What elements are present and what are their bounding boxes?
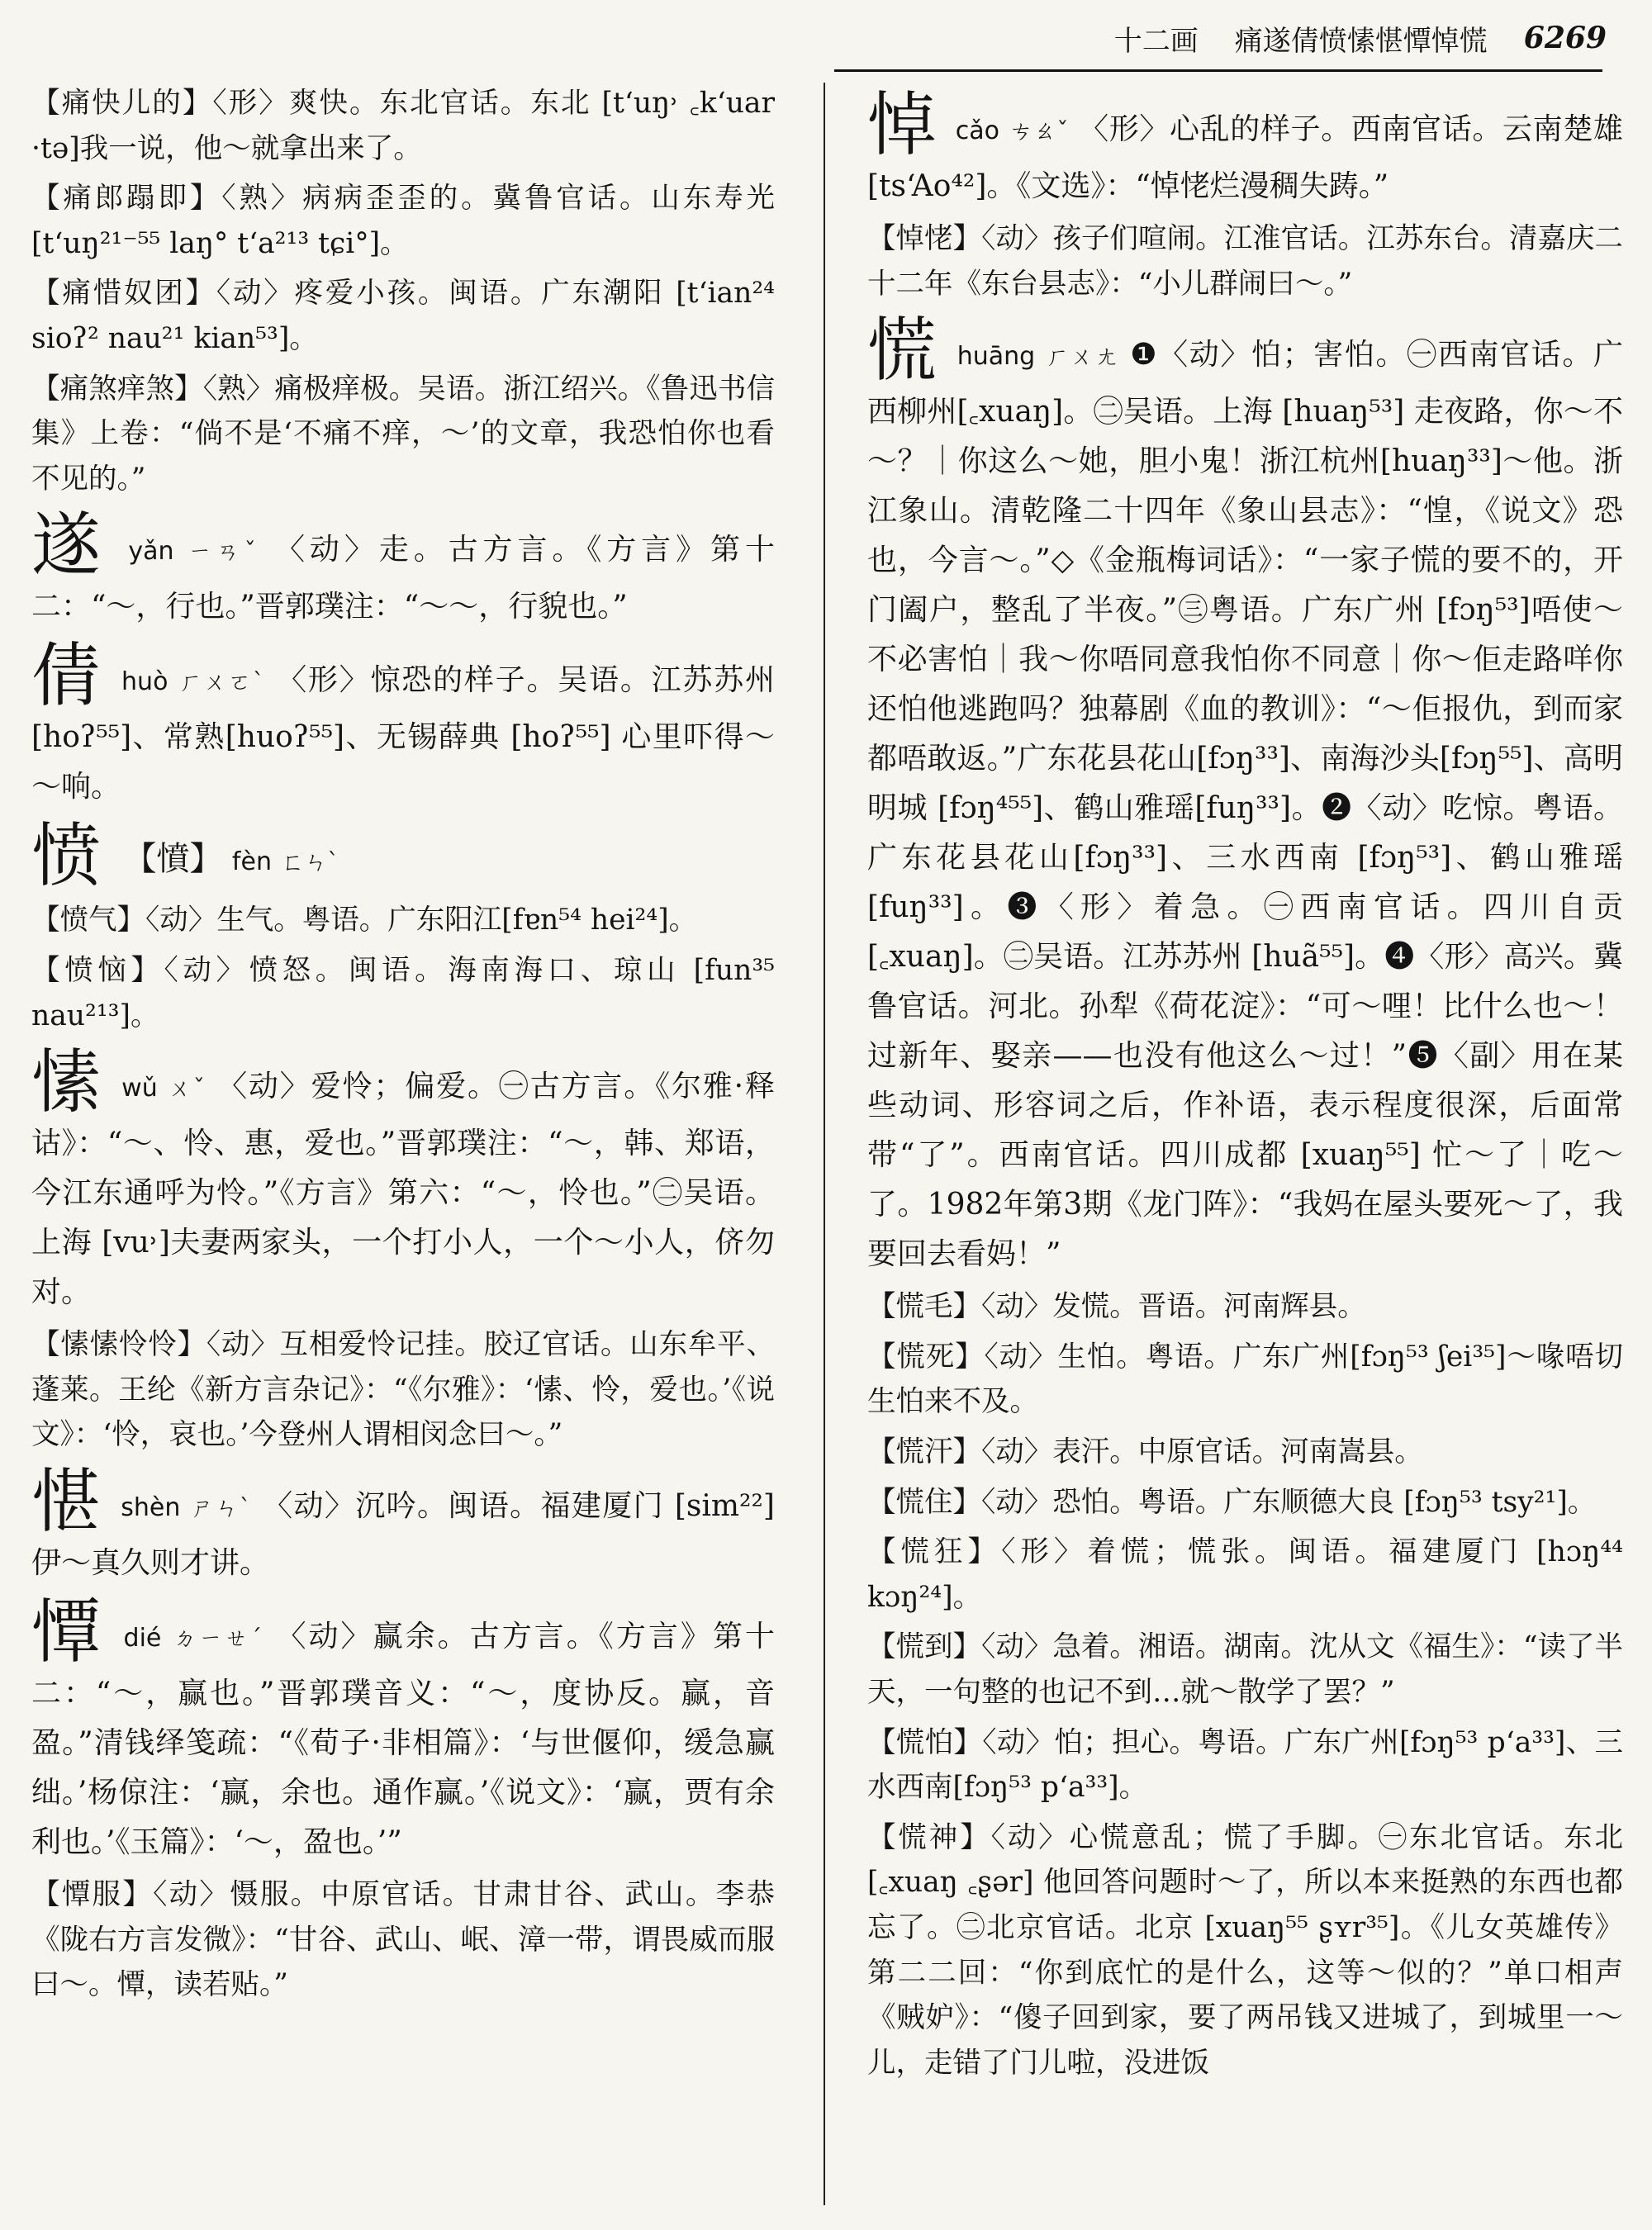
definition: 〈形〉惊恐的样子。吴语。江苏苏州 [hoʔ⁵⁵]、常熟[huoʔ⁵⁵]、无锡薛典 [hoʔ⁵⁵] 心里吓得～～响。 bbox=[31, 663, 775, 804]
entry: 【慌狂】〈形〉着慌；慌张。闽语。福建厦门 [hɔŋ⁴⁴ kɔŋ²⁴]。 bbox=[867, 1535, 1623, 1614]
bopomofo: ㄘㄠˇ bbox=[1009, 117, 1069, 145]
headword-entry bbox=[867, 310, 1623, 1279]
bopomofo: ㄕㄣˋ bbox=[191, 1493, 253, 1521]
entry: 【愫愫怜怜】〈动〉互相爱怜记挂。胶辽官话。山东牟平、蓬莱。王纶《新方言杂记》：“《尔雅》：‘愫、怜，爱也。’《说文》：‘怜，哀也。’今登州人谓相闵念曰～。” bbox=[31, 1328, 775, 1452]
entry: 【痛煞痒煞】〈熟〉痛极痒极。吴语。浙江绍兴。《鲁迅书信集》上卷：“倘不是‘不痛不痒，～’的文章，我恐怕你也看不见的。” bbox=[31, 372, 775, 496]
page-number: 6269 bbox=[1523, 21, 1607, 55]
bopomofo: ㄏㄨㄤ bbox=[1046, 343, 1120, 371]
pinyin: wǔ bbox=[121, 1074, 158, 1103]
entry: 【痛惜奴团】〈动〉疼爱小孩。闽语。广东潮阳 [tʻian²⁴ sioʔ² nau²¹ kian⁵³]。 bbox=[31, 277, 775, 355]
headword-entry bbox=[867, 84, 1623, 211]
entry: 【慌住】〈动〉恐怕。粤语。广东顺德大良 [fɔŋ⁵³ tsy²¹]。 bbox=[867, 1485, 1597, 1519]
headword-char: 慌 bbox=[867, 310, 938, 391]
headword-entry bbox=[31, 815, 775, 897]
headword-char: 憛 bbox=[31, 1591, 104, 1672]
entry: 【慌到】〈动〉急着。湘语。湖南。沈从文《福生》：“读了半天，一句整的也记不到…就～散学了罢？” bbox=[867, 1630, 1623, 1709]
entry: 【慌毛】〈动〉发慌。晋语。河南辉县。 bbox=[867, 1290, 1366, 1324]
variant-form: 【憤】 bbox=[123, 840, 223, 879]
entry: 【慌神】〈动〉心慌意乱；慌了手脚。㊀东北官话。东北 [꜀xuaŋ ꜀ʂər] 他回答问题时～了，所以本来挺熟的东西也都忘了。㊁北京官话。北京 [xuaŋ⁵⁵ ʂʏr³⁵]。《儿女英雄传》第二二回：“你到底忙的是什么，这等～似的？”单口相声《贼妒》：“傻子回到家，要了两吊钱又进城了，到城里一～儿，走错了门儿啦，没进饭 bbox=[867, 1820, 1623, 2080]
bopomofo: ㄉㄧㄝˊ bbox=[173, 1624, 264, 1652]
bopomofo: ㄨˇ bbox=[169, 1075, 206, 1103]
definition: 〈动〉走。古方言。《方言》第十二：“～，行也。”晋郭璞注：“～～，行貌也。” bbox=[31, 533, 775, 624]
pinyin: huò bbox=[121, 667, 169, 697]
headword-char: 愖 bbox=[31, 1460, 102, 1542]
entry: 【慌汗】〈动〉表汗。中原官话。河南嵩县。 bbox=[867, 1435, 1423, 1468]
entry: 【慌怕】〈动〉怕；担心。粤语。广东广州[fɔŋ⁵³ pʻa³³]、三水西南[fɔŋ⁵³ pʻa³³]。 bbox=[867, 1725, 1623, 1805]
column-divider bbox=[824, 83, 825, 2205]
bopomofo: ㄧㄢˇ bbox=[188, 538, 261, 566]
entry: 【慌死】〈动〉生怕。粤语。广东广州[fɔŋ⁵³ ʃei³⁵]～喙唔切生怕来不及。 bbox=[867, 1340, 1623, 1419]
definition: 〈形〉心乱的样子。西南官话。云南楚雄[tsʻAo⁴²]。《文选》：“悼恅烂漫稠失踌。” bbox=[867, 112, 1623, 203]
entry: 【痛快儿的】〈形〉爽快。东北官话。东北 [tʻuŋ˒ ꜀kʻuar ·tə]我一说，他～就拿出来了。 bbox=[31, 87, 775, 165]
right-column bbox=[867, 81, 1623, 2090]
headword-char: 悼 bbox=[867, 84, 938, 165]
pinyin: dié bbox=[123, 1623, 162, 1653]
pinyin: shèn bbox=[121, 1492, 181, 1522]
section-label: 十二画 bbox=[1113, 24, 1199, 58]
headword-char: 遂 bbox=[31, 505, 106, 586]
header-rule bbox=[834, 69, 1602, 72]
definition: ❶〈动〉怕；害怕。㊀西南官话。广西柳州[꜀xuaŋ]。㊁吴语。上海 [huaŋ⁵³] 走夜路，你～不～？｜你这么～她，胆小鬼！浙江杭州[huaŋ³³]～他。浙江象山。清乾隆二十四年《象山县志》：“惶，《说文》恐也，今言～。”◇《金瓶梅词话》：“一家子慌的要不的，开门阖户，整乱了半夜。”㊂粤语。广东广州 [fɔŋ⁵³]唔使～不必害怕｜我～你唔同意我怕你不同意｜你～佢走路咩你还怕他逃跑吗？独幕剧《血的教训》：“～佢报仇，到而家都唔敢返。”广东花县花山[fɔŋ³³]、南海沙头[fɔŋ⁵⁵]、高明明城 [fɔŋ⁴⁵⁵]、鹤山雅瑶[fuŋ³³]。❷〈动〉吃惊。粤语。广东花县花山[fɔŋ³³]、三水西南 [fɔŋ⁵³]、鹤山雅瑶[fuŋ³³]。❸〈形〉着急。㊀西南官话。四川自贡 [꜀xuaŋ]。㊁吴语。江苏苏州 [huã⁵⁵]。❹〈形〉高兴。冀鲁官话。河北。孙犁《荷花淀》：“可～哩！比什么也～！过新年、娶亲——也没有他这么～过！”❺〈副〉用在某些动词、形容词之后，作补语，表示程度很深，后面常带“了”。西南官话。四川成都 [xuaŋ⁵⁵] 忙～了｜吃～了。1982年第3期《龙门阵》：“我妈在屋头要死～了，我要回去看妈！” bbox=[867, 338, 1623, 1272]
headword-char: 愫 bbox=[31, 1041, 102, 1123]
bopomofo: ㄈㄣˋ bbox=[281, 848, 339, 876]
headword-entry bbox=[31, 1041, 775, 1317]
bopomofo: ㄏㄨㄛˋ bbox=[178, 668, 266, 696]
pinyin: fèn bbox=[231, 847, 272, 877]
headword-entry bbox=[31, 1591, 775, 1867]
headword-entry bbox=[31, 505, 775, 632]
pinyin: cǎo bbox=[955, 116, 999, 145]
definition: 〈动〉赢余。古方言。《方言》第十二：“～，赢也。”晋郭璞音义：“～，度协反。赢，音盈。”清钱绎笺疏：“《荀子·非相篇》：‘与世偃仰，缓急赢绌。’杨倞注：‘赢，余也。通作赢。’《说文》：‘赢，贾有余利也。’《玉篇》：‘～，盈也。’” bbox=[31, 1619, 775, 1859]
characters-label: 痛遂倩愤愫愖憛悼慌 bbox=[1234, 24, 1488, 58]
entry: 【憛服】〈动〉慑服。中原官话。甘肃甘谷、武山。李恭《陇右方言发微》：“甘谷、武山、岷、漳一带，谓畏威而服曰～。憛，读若贴。” bbox=[31, 1877, 775, 2002]
headword-entry bbox=[31, 1460, 775, 1588]
entry: 【悼恅】〈动〉孩子们喧闹。江淮官话。江苏东台。清嘉庆二十二年《东台县志》：“小儿群闹曰～。” bbox=[867, 222, 1623, 301]
entry: 【愤气】〈动〉生气。粤语。广东阳江[fɐn⁵⁴ hei²⁴]。 bbox=[31, 904, 698, 937]
definition: 〈动〉沉吟。闽语。福建厦门 [sim²²]伊～真久则才讲。 bbox=[31, 1488, 775, 1580]
pinyin: yǎn bbox=[128, 537, 174, 567]
headword-entry bbox=[31, 635, 775, 812]
entry: 【痛郎蹋即】〈熟〉病病歪歪的。冀鲁官话。山东寿光 [tʻuŋ²¹⁻⁵⁵ laŋ° tʻa²¹³ tɕi°]。 bbox=[31, 182, 775, 260]
left-column bbox=[31, 81, 775, 2013]
entry: 【愤恼】〈动〉愤怒。闽语。海南海口、琼山 [fun³⁵ nau²¹³]。 bbox=[31, 953, 775, 1032]
headword-char: 倩 bbox=[31, 635, 102, 717]
pinyin: huāng bbox=[957, 342, 1036, 372]
headword-char: 愤 bbox=[31, 815, 102, 897]
running-header bbox=[826, 15, 1607, 61]
definition: 〈动〉爱怜；偏爱。㊀古方言。《尔雅·释诂》：“～、怜、惠，爱也。”晋郭璞注：“～，韩、郑语，今江东通呼为怜。”《方言》第六：“～，怜也。”㊁吴语。上海 [vu˒]夫妻两家头，一个打小人，一个～小人，侪勿对。 bbox=[31, 1070, 775, 1310]
